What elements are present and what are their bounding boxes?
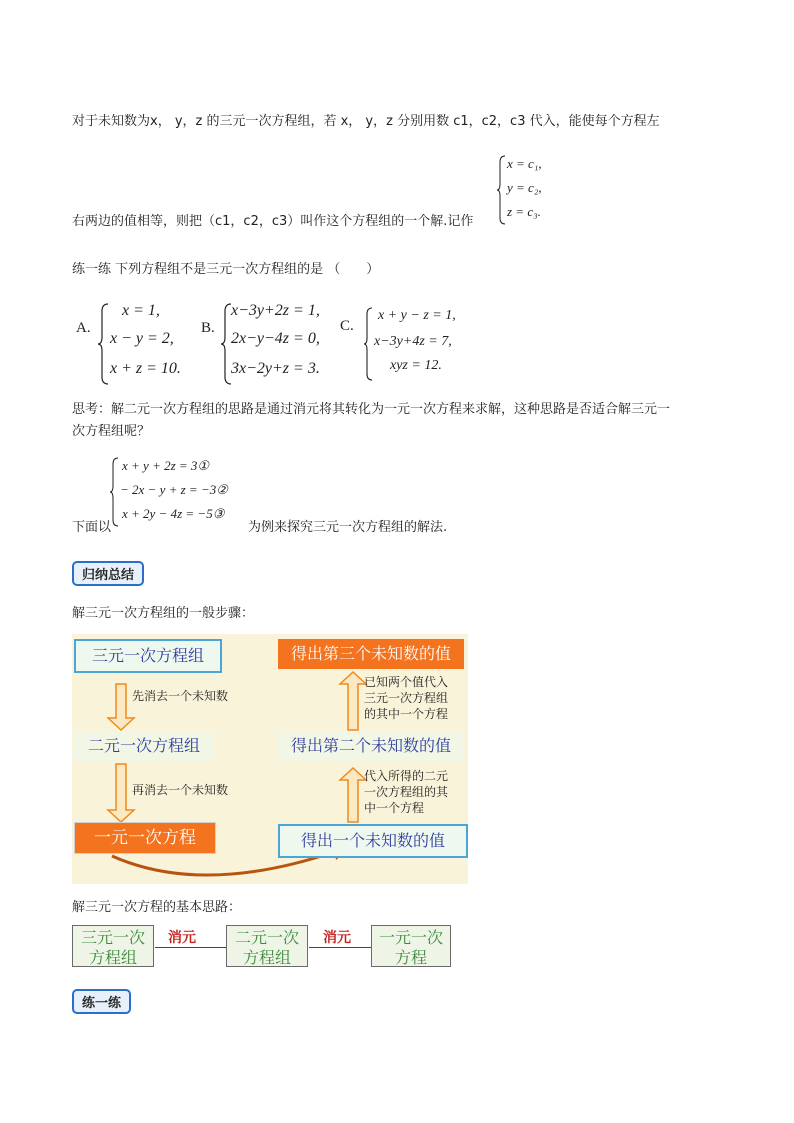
idea-arrow-line-1 — [155, 947, 226, 948]
left-brace-icon — [98, 302, 110, 386]
steps-flowchart — [72, 634, 468, 884]
idea-label-eliminate-2: 消元 — [323, 930, 351, 946]
option-b-label: B. — [201, 320, 215, 336]
up-arrow-icon — [340, 672, 366, 730]
solution-eq-1: x = c₁, — [507, 156, 542, 171]
option-a-eq-3: x + z = 10. — [110, 360, 181, 377]
summary-tag: 归纳总结 — [72, 561, 144, 586]
option-a-eq-1: x = 1, — [122, 302, 160, 319]
idea-box-two-var: 二元一次 方程组 — [226, 925, 308, 967]
example-eq-3: x + 2y − 4z = −5③ — [122, 506, 225, 521]
idea-title: 解三元一次方程的基本思路： — [72, 900, 242, 915]
solution-eq-2: y = c₂, — [507, 180, 542, 195]
think-line1: 思考：解二元一次方程组的思路是通过消元将其转化为一元一次方程来求解，这种思路是否适合解三元一 — [72, 402, 671, 417]
definition-line2: 右两边的值相等，则把（c1，c2，c3）叫作这个方程组的一个解.记作 — [72, 214, 474, 229]
think-prefix: 下面以 — [72, 520, 112, 535]
flow-box-second-value: 得出第二个未知数的值 — [278, 731, 464, 761]
option-b-eq-3: 3x−2y+z = 3. — [231, 360, 320, 377]
idea-arrow-line-2 — [309, 947, 371, 948]
solution-eq-3: z = c₃. — [507, 204, 541, 219]
flow-box-third-value: 得出第三个未知数的值 — [278, 639, 464, 669]
down-arrow-icon — [108, 684, 134, 730]
option-c-eq-1: x + y − z = 1, — [378, 308, 456, 323]
think-line2: 次方程组呢？ — [72, 424, 151, 439]
flow-box-one-var: 一元一次方程 — [74, 822, 216, 854]
option-c-eq-3: xyz = 12. — [390, 358, 442, 373]
flow-note-substitute-two: 代入所得的二元 一次方程组的其 中一个方程 — [364, 769, 449, 815]
up-arrow-icon — [340, 768, 366, 822]
flow-box-first-value: 得出一个未知数的值 — [278, 824, 468, 858]
flow-box-three-var: 三元一次方程组 — [74, 639, 222, 673]
left-brace-icon — [110, 456, 120, 528]
example-system — [110, 456, 260, 528]
flow-note-eliminate-first: 先消去一个未知数 — [132, 689, 229, 703]
idea-box-three-var: 三元一次 方程组 — [72, 925, 154, 967]
option-c-eq-2: x−3y+4z = 7, — [374, 334, 452, 349]
practice2-tag: 练一练 — [72, 989, 131, 1014]
solution-system — [497, 154, 557, 226]
example-eq-1: x + y + 2z = 3① — [122, 458, 210, 473]
idea-box-one-var: 一元一次 方程 — [371, 925, 451, 967]
flow-box-two-var: 二元一次方程组 — [74, 731, 214, 761]
left-brace-icon — [497, 154, 507, 226]
idea-label-eliminate-1: 消元 — [168, 930, 196, 946]
option-a — [76, 302, 206, 386]
example-eq-2: − 2x − y + z = −3② — [120, 482, 228, 497]
option-b-eq-2: 2x−y−4z = 0, — [231, 330, 320, 347]
option-c-label: C. — [340, 318, 354, 334]
option-b-eq-1: x−3y+2z = 1, — [231, 302, 320, 319]
definition-line1: 对于未知数为x， y，z 的三元一次方程组，若 x， y，z 分别用数 c1，c2，c3 代入，能使每个方程左 — [72, 114, 660, 129]
left-brace-icon — [364, 306, 374, 382]
option-c — [340, 306, 470, 382]
steps-title: 解三元一次方程组的一般步骤： — [72, 606, 255, 621]
option-a-eq-2: x − y = 2, — [110, 330, 174, 347]
option-a-label: A. — [76, 320, 91, 336]
option-b — [201, 302, 341, 386]
think-suffix: 为例来探究三元一次方程组的解法. — [248, 520, 448, 535]
flow-note-substitute-three: 已知两个值代入 三元一次方程组 的其中一个方程 — [364, 675, 449, 721]
down-arrow-icon — [108, 764, 134, 822]
practice-question: 练一练 下列方程组不是三元一次方程组的是 （ ） — [72, 262, 380, 277]
flow-note-eliminate-second: 再消去一个未知数 — [132, 783, 229, 797]
